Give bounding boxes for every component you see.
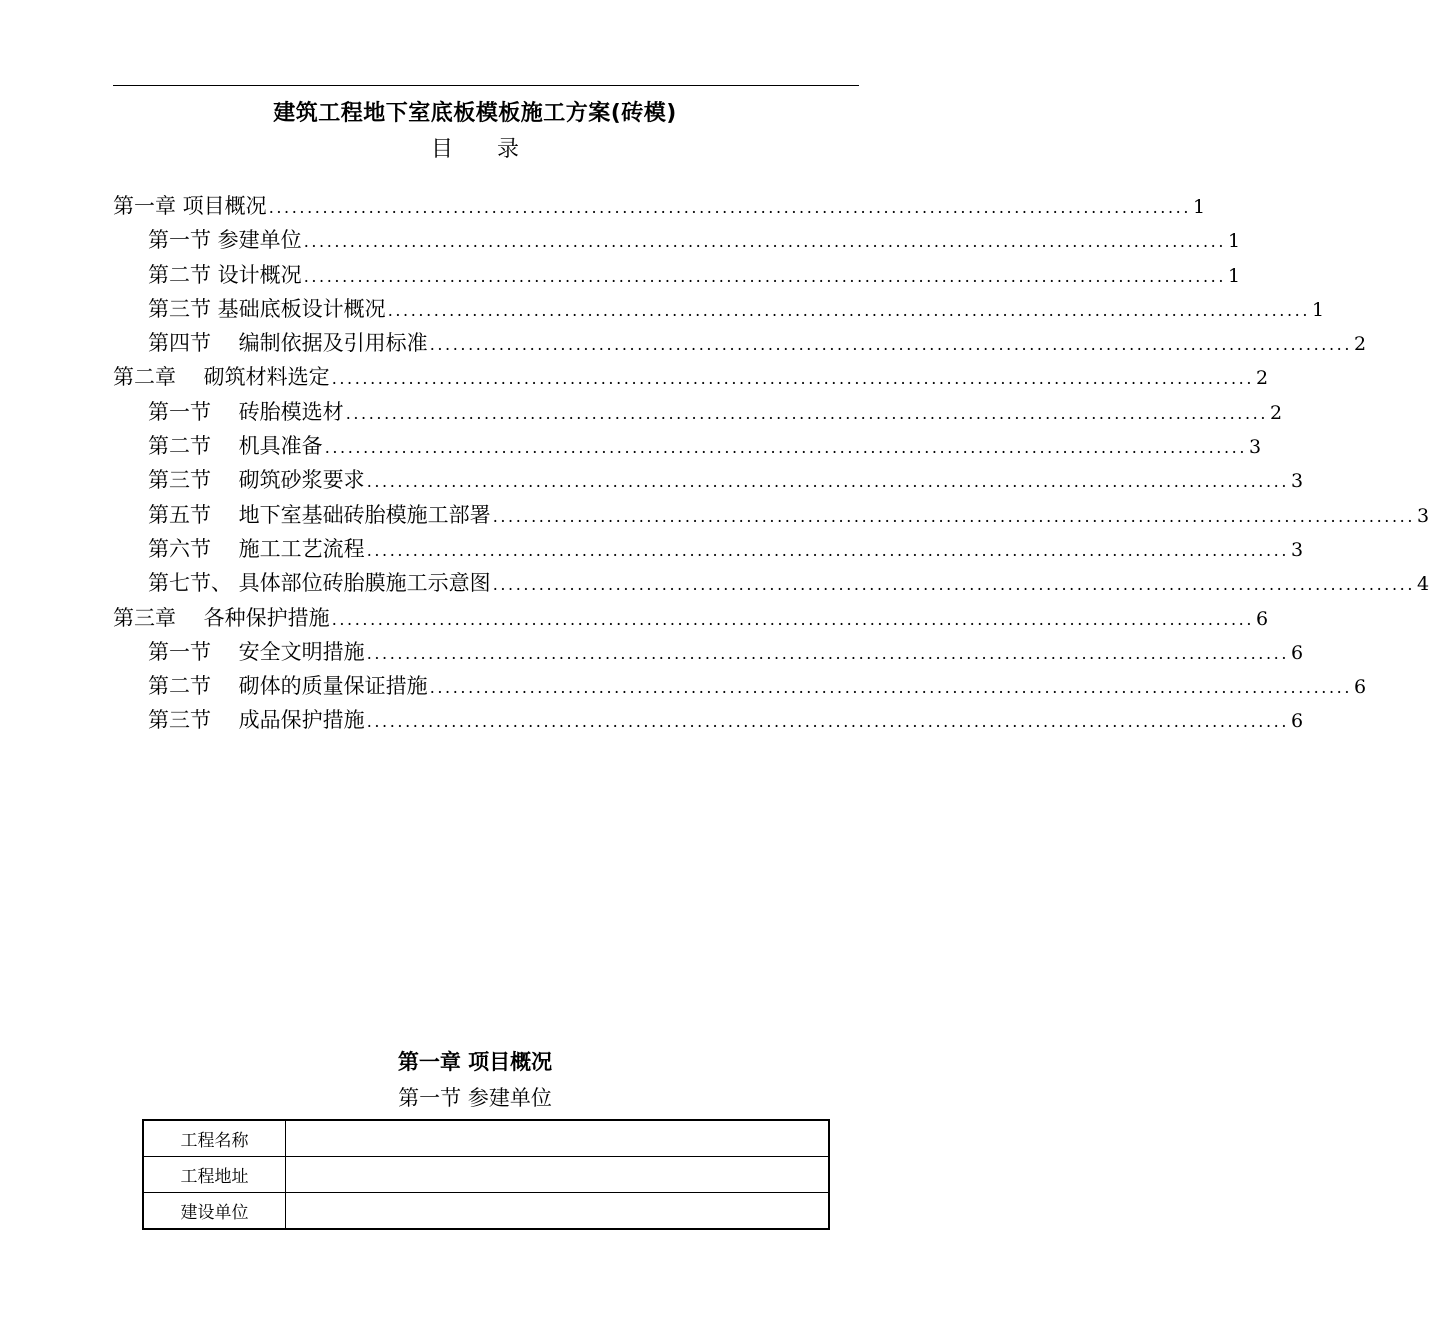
toc-entry-label: 第三节 砌筑砂浆要求 bbox=[148, 468, 365, 493]
toc-chapter-entry[interactable] bbox=[113, 361, 1269, 395]
toc-section-entry[interactable] bbox=[113, 533, 1304, 567]
toc-leader-dots: ........................................................................................................................ bbox=[303, 232, 1226, 252]
toc-entry-label: 第五节 地下室基础砖胎模施工部署 bbox=[148, 502, 491, 527]
toc-section-entry[interactable] bbox=[113, 430, 1262, 464]
toc-entry-label: 第四节 编制依据及引用标准 bbox=[148, 331, 428, 356]
toc-page-number: 3 bbox=[1417, 504, 1429, 527]
table-row bbox=[143, 1157, 829, 1193]
table-row-value bbox=[286, 1193, 830, 1230]
toc-chapter-entry[interactable] bbox=[113, 602, 1269, 636]
toc-page-number: 1 bbox=[1228, 230, 1241, 253]
toc-leader-dots: ........................................................................................................................ bbox=[429, 335, 1352, 355]
table-row-value bbox=[286, 1120, 830, 1157]
toc-entry-label: 第六节 施工工艺流程 bbox=[148, 536, 365, 561]
toc-leader-dots: ........................................................................................................................ bbox=[331, 369, 1254, 389]
toc-page-number: 3 bbox=[1291, 470, 1304, 493]
toc-leader-dots: ........................................................................................................................ bbox=[366, 712, 1289, 732]
toc-section-entry[interactable] bbox=[113, 464, 1304, 498]
document-title: 建筑工程地下室底板模板施工方案(砖模) bbox=[273, 101, 677, 126]
toc-leader-dots: ........................................................................................................................ bbox=[345, 403, 1268, 423]
toc-page-number: 1 bbox=[1312, 298, 1325, 321]
toc-entry-label: 第一节 砖胎模选材 bbox=[148, 399, 344, 424]
toc-leader-dots: ........................................................................................................................ bbox=[366, 643, 1289, 663]
toc-leader-dots: ........................................................................................................................ bbox=[331, 609, 1254, 629]
toc-section-entry[interactable] bbox=[113, 396, 1283, 430]
toc-section-entry[interactable] bbox=[113, 636, 1304, 670]
toc-section-entry[interactable] bbox=[113, 567, 1429, 601]
table-row-label: 建设单位 bbox=[143, 1193, 286, 1230]
toc-entry-label: 第二节 机具准备 bbox=[148, 434, 323, 459]
table-row-label: 工程地址 bbox=[143, 1157, 286, 1193]
table-row-label: 工程名称 bbox=[143, 1120, 286, 1157]
toc-leader-dots: ........................................................................................................................ bbox=[324, 438, 1247, 458]
toc-leader-dots: ........................................................................................................................ bbox=[492, 506, 1415, 526]
toc-page-number: 6 bbox=[1256, 607, 1269, 630]
toc-section-entry[interactable] bbox=[113, 259, 1241, 293]
toc-page-number: 4 bbox=[1417, 573, 1429, 596]
toc-section-entry[interactable] bbox=[113, 704, 1304, 738]
section-title: 第一节 参建单位 bbox=[398, 1086, 552, 1110]
toc-page-number: 1 bbox=[1193, 196, 1206, 218]
toc-entry-label: 第二节 砌体的质量保证措施 bbox=[148, 674, 428, 699]
header-rule bbox=[113, 85, 859, 86]
table-row-value bbox=[286, 1157, 830, 1193]
toc-entry-label: 第一章 项目概况 bbox=[113, 194, 267, 218]
toc-section-entry[interactable] bbox=[113, 670, 1367, 704]
toc-entry-label: 第七节、 具体部位砖胎膜施工示意图 bbox=[148, 571, 491, 596]
toc-leader-dots: ........................................................................................................................ bbox=[366, 540, 1289, 560]
toc-leader-dots: ........................................................................................................................ bbox=[387, 300, 1310, 320]
toc-leader-dots: ........................................................................................................................ bbox=[366, 472, 1289, 492]
toc-leader-dots: ........................................................................................................................ bbox=[268, 198, 1191, 217]
toc-leader-dots: ........................................................................................................................ bbox=[429, 678, 1352, 698]
toc-section-entry[interactable] bbox=[113, 499, 1429, 533]
toc-entry-label: 第二节 设计概况 bbox=[148, 262, 302, 287]
toc-leader-dots: ........................................................................................................................ bbox=[303, 266, 1226, 286]
toc-page-number: 2 bbox=[1256, 367, 1269, 390]
toc-entry-label: 第一节 参建单位 bbox=[148, 228, 302, 253]
table-row bbox=[143, 1120, 829, 1157]
chapter-title: 第一章 项目概况 bbox=[397, 1050, 553, 1074]
toc-page-number: 6 bbox=[1354, 676, 1367, 699]
table-of-contents bbox=[113, 190, 1429, 739]
toc-section-entry[interactable] bbox=[113, 327, 1367, 361]
toc-section-entry[interactable] bbox=[113, 224, 1241, 258]
toc-entry-label: 第三节 基础底板设计概况 bbox=[148, 296, 386, 321]
toc-section-entry[interactable] bbox=[113, 293, 1325, 327]
toc-page-number: 2 bbox=[1354, 333, 1367, 356]
toc-leader-dots: ........................................................................................................................ bbox=[492, 575, 1415, 595]
toc-page-number: 1 bbox=[1228, 264, 1241, 287]
toc-entry-label: 第一节 安全文明措施 bbox=[148, 639, 365, 664]
table-row bbox=[143, 1193, 829, 1230]
toc-entry-label: 第三章 各种保护措施 bbox=[113, 605, 330, 630]
toc-entry-label: 第二章 砌筑材料选定 bbox=[113, 365, 330, 390]
toc-entry-label: 第三节 成品保护措施 bbox=[148, 708, 365, 733]
toc-page-number: 6 bbox=[1291, 710, 1304, 733]
toc-page-number: 3 bbox=[1291, 538, 1304, 561]
toc-chapter-entry[interactable] bbox=[113, 190, 1206, 224]
toc-page-number: 2 bbox=[1270, 401, 1283, 424]
toc-page-number: 6 bbox=[1291, 641, 1304, 664]
participants-table bbox=[142, 1119, 830, 1230]
toc-page-number: 3 bbox=[1249, 436, 1262, 459]
toc-heading: 目 录 bbox=[430, 137, 519, 162]
